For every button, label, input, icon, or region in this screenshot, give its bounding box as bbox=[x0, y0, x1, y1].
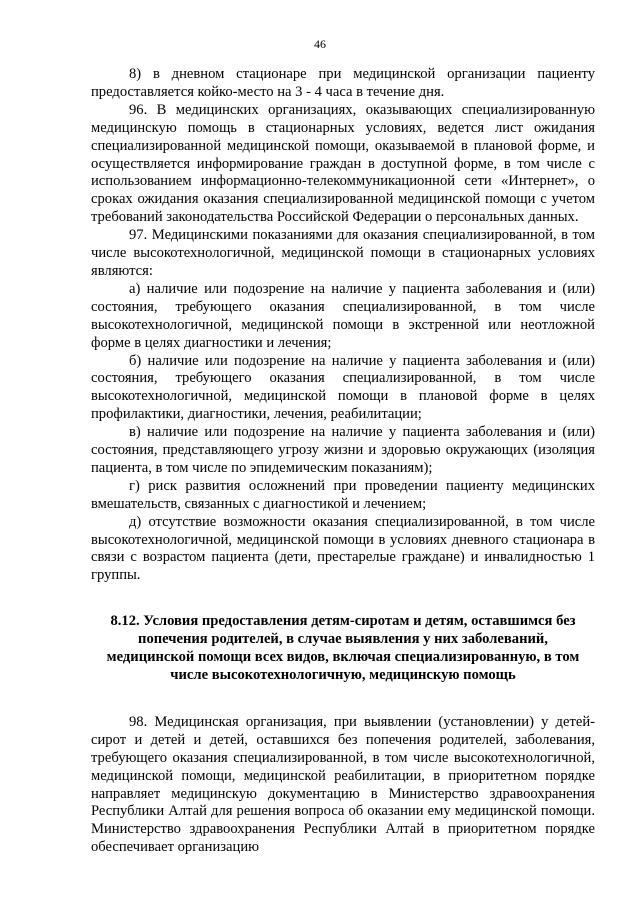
paragraph-96: 96. В медицинских организациях, оказывающих специализированную медицинскую помощь в стационарных условиях, ведется лист ожидания специализированной медицинской помощи, оказываемой в плановой форме, и осуществляется информирование граждан в доступной форме, в том числе с использованием информационно-телекоммуникационной сети «Интернет», о сроках ожидания оказания специализированной медицинской помощи с учетом требований законодательства Российской Федерации о персональных данных. bbox=[91, 101, 595, 226]
paragraph-97: 97. Медицинскими показаниями для оказания специализированной, в том числе высокотехнологичной, медицинской помощи в стационарных условиях являются: bbox=[91, 227, 595, 279]
section-heading-8-12: 8.12. Условия предоставления детям-сиротам и детям, оставшимся без попечения родителей, в случае выявления у них заболеваний, медицинской помощи всех видов, включая специализированную, в том числе высокотехнологичную, медицинскую помощь bbox=[106, 613, 580, 683]
page-number: 46 bbox=[314, 37, 326, 51]
paragraph-item-8: 8) в дневном стационаре при медицинской организации пациенту предоставляется койко-место на 3 - 4 часа в течение дня. bbox=[91, 66, 595, 100]
document-body bbox=[91, 66, 595, 857]
paragraph-98: 98. Медицинская организация, при выявлении (установлении) у детей-сирот и детей и детей, оставшихся без попечения родителей, заболевания, требующего оказания специализированной, в том числе высокотехнологичной, медицинской помощи, медицинской реабилитации, в приоритетном порядке направляет медицинскую документацию в Министерство здравоохранения Республики Алтай для решения вопроса об оказании ему медицинской помощи. Министерство здравоохранения Республики Алтай в приоритетном порядке обеспечивает организацию bbox=[91, 713, 595, 856]
paragraph-97-a: а) наличие или подозрение на наличие у пациента заболевания и (или) состояния, требующего оказания специализированной, в том числе высокотехнологичной, медицинской помощи в экстренной или неотложной форме в целях диагностики и лечения; bbox=[91, 280, 595, 351]
paragraph-97-g: г) риск развития осложнений при проведении пациенту медицинских вмешательств, связанных с диагностикой и лечением; bbox=[91, 477, 595, 512]
paragraph-97-d: д) отсутствие возможности оказания специализированной, в том числе высокотехнологичной, медицинской помощи в условиях дневного стационара в связи с возрастом пациента (дети, престарелые граждане) и инвалидностью 1 группы. bbox=[91, 513, 595, 584]
paragraph-97-v: в) наличие или подозрение на наличие у пациента заболевания и (или) состояния, представляющего угрозу жизни и здоровью окружающих (изоляция пациента, в том числе по эпидемическим показаниям); bbox=[91, 424, 595, 476]
paragraph-97-b: б) наличие или подозрение на наличие у пациента заболевания и (или) состояния, требующего оказания специализированной, в том числе высокотехнологичной, медицинской помощи в плановой форме в целях профилактики, диагностики, лечения, реабилитации; bbox=[91, 352, 595, 423]
